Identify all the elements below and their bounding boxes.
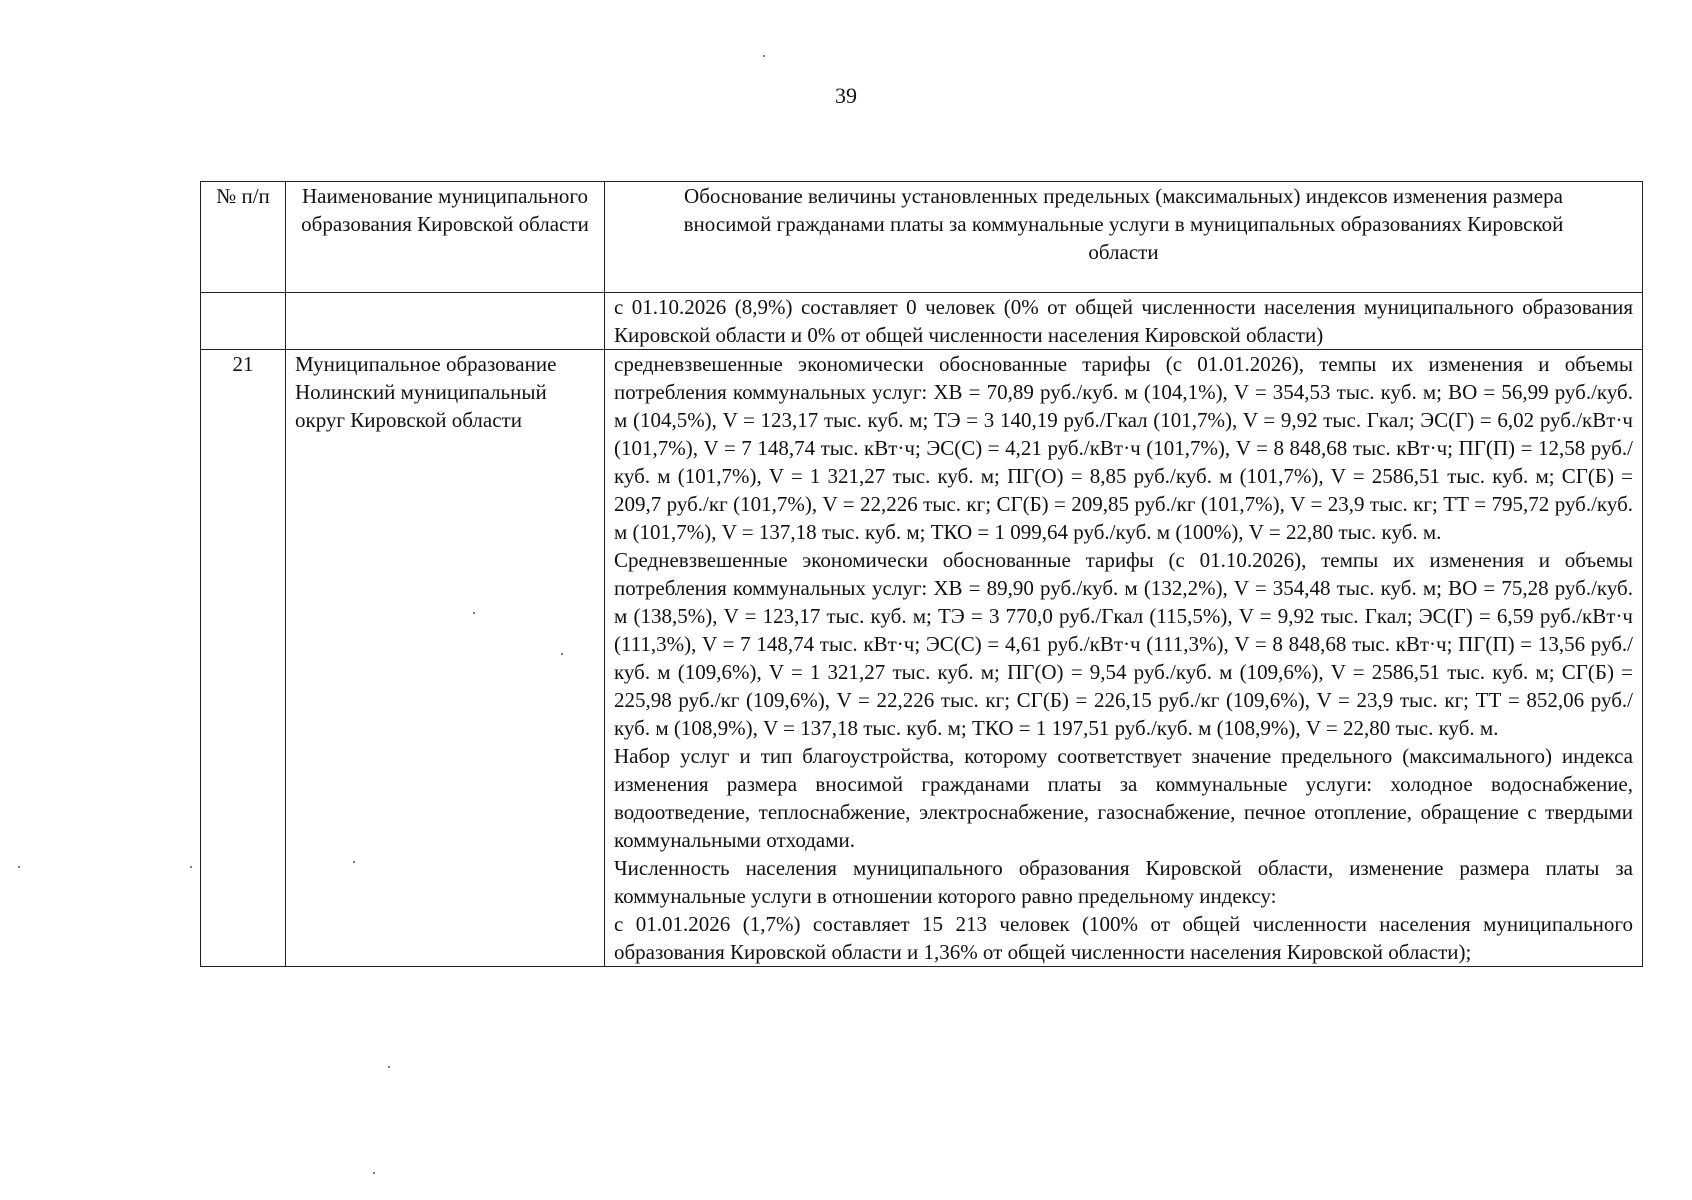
- continuation-number-cell: [201, 293, 286, 350]
- scan-speck: [473, 612, 475, 614]
- continuation-name-cell: [286, 293, 605, 350]
- scan-speck: [18, 866, 20, 868]
- header-justification: Обоснование величины установленных предельных (максимальных) индексов изменения размера вносимой гражданами платы за коммунальные услуги в муниципальных образованиях Кировской области: [605, 182, 1643, 293]
- tariffs-from-2026-01-01-paragraph: средневзвешенные экономически обоснованные тарифы (с 01.01.2026), темпы их изменения и объемы потребления коммунальных услуг: ХВ = 70,89 руб./куб. м (104,1%), V = 354,53 тыс. куб. м; ВО = 56,99 руб./куб. м (104,5%), V = 123,17 тыс. куб. м; ТЭ = 3 140,19 руб./Гкал (101,7%), V = 9,92 тыс. Гкал; ЭС(Г) = 6,02 руб./кВт·ч (101,7%), V = 7 148,74 тыс. кВт·ч; ЭС(С) = 4,21 руб./кВт·ч (101,7%), V = 8 848,68 тыс. кВт·ч; ПГ(П) = 12,58 руб./куб. м (101,7%), V = 1 321,27 тыс. куб. м; ПГ(О) = 8,85 руб./куб. м (101,7%), V = 2586,51 тыс. куб. м; СГ(Б) = 209,7 руб./кг (101,7%), V = 22,226 тыс. кг; СГ(Б) = 209,85 руб./кг (101,7%), V = 23,9 тыс. кг; ТТ = 795,72 руб./куб. м (101,7%), V = 137,18 тыс. куб. м; ТКО = 1 099,64 руб./куб. м (100%), V = 22,80 тыс. куб. м.: [614, 352, 1633, 544]
- row-21-justification: [605, 350, 1643, 967]
- scan-speck: [763, 55, 765, 57]
- scan-speck: [353, 861, 355, 863]
- table-row-continuation: [201, 293, 1643, 350]
- tariff-justification-table: [200, 181, 1643, 967]
- header-municipality-name: Наименование муниципального образования Кировской области: [286, 182, 605, 293]
- population-intro-paragraph: Численность населения муниципального образования Кировской области, изменение размера платы за коммунальные услуги в отношении которого равно предельному индексу:: [614, 856, 1633, 908]
- scan-speck: [388, 1066, 390, 1068]
- scan-speck: [373, 1172, 375, 1174]
- table-row-21: [201, 350, 1643, 967]
- scan-speck: [561, 653, 563, 655]
- service-set-paragraph: Набор услуг и тип благоустройства, которому соответствует значение предельного (максимального) индекса изменения размера вносимой гражданами платы за коммунальные услуги: холодное водоснабжение, водоотведение, теплоснабжение, электроснабжение, газоснабжение, печное отопление, обращение с твердыми коммунальными отходами.: [614, 744, 1633, 852]
- row-21-municipality-name: Муниципальное образование Нолинский муниципальный округ Кировской области: [286, 350, 605, 967]
- population-2026-01-01-paragraph: с 01.01.2026 (1,7%) составляет 15 213 человек (100% от общей численности населения муниципального образования Кировской области и 1,36% от общей численности населения Кировской области);: [614, 912, 1633, 964]
- row-21-number: 21: [201, 350, 286, 967]
- page-number: 39: [835, 83, 857, 108]
- scan-speck: [190, 866, 192, 868]
- tariffs-from-2026-10-01-paragraph: Средневзвешенные экономически обоснованные тарифы (с 01.10.2026), темпы их изменения и объемы потребления коммунальных услуг: ХВ = 89,90 руб./куб. м (132,2%), V = 354,48 тыс. куб. м; ВО = 75,28 руб./куб. м (138,5%), V = 123,17 тыс. куб. м; ТЭ = 3 770,0 руб./Гкал (115,5%), V = 9,92 тыс. Гкал; ЭС(Г) = 6,59 руб./кВт·ч (111,3%), V = 7 148,74 тыс. кВт·ч; ЭС(С) = 4,61 руб./кВт·ч (111,3%), V = 8 848,68 тыс. кВт·ч; ПГ(П) = 13,56 руб./куб. м (109,6%), V = 1 321,27 тыс. куб. м; ПГ(О) = 9,54 руб./куб. м (109,6%), V = 2586,51 тыс. куб. м; СГ(Б) = 225,98 руб./кг (109,6%), V = 22,226 тыс. кг; СГ(Б) = 226,15 руб./кг (109,6%), V = 23,9 тыс. кг; ТТ = 852,06 руб./куб. м (108,9%), V = 137,18 тыс. куб. м; ТКО = 1 197,51 руб./куб. м (108,9%), V = 22,80 тыс. куб. м.: [614, 548, 1633, 740]
- continuation-text: с 01.10.2026 (8,9%) составляет 0 человек (0% от общей численности населения муниципального образования Кировской области и 0% от общей численности населения Кировской области): [614, 295, 1633, 347]
- continuation-text-cell: [605, 293, 1643, 350]
- header-number: № п/п: [201, 182, 286, 293]
- table-header-row: [201, 182, 1643, 293]
